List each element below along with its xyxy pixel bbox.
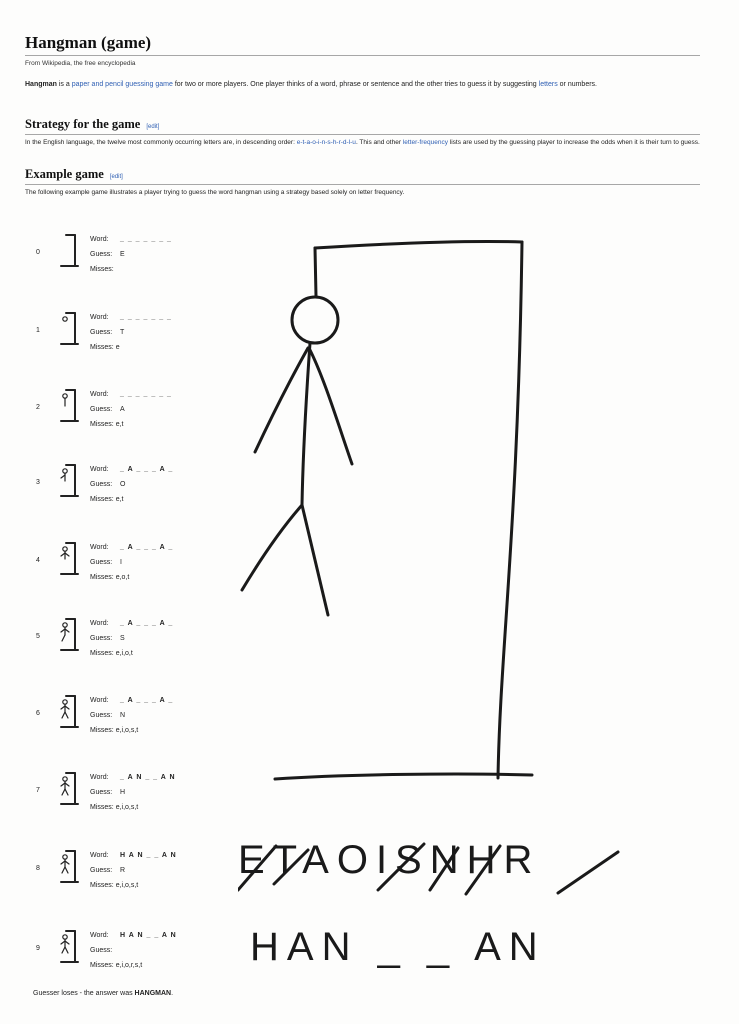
link-paper-pencil-game[interactable]: paper and pencil guessing game bbox=[71, 81, 173, 88]
misses-list: e,o,t bbox=[115, 574, 130, 581]
intro-text: or numbers. bbox=[557, 81, 597, 88]
step-number: 7 bbox=[36, 787, 40, 794]
guess-letter: I bbox=[120, 559, 122, 566]
guess-letter: E bbox=[120, 251, 125, 258]
guess-letter: S bbox=[120, 635, 125, 642]
example-heading: Example game [edit] bbox=[25, 167, 700, 185]
step-details: Word: H A N _ _ A N Guess: Misses: e,i,o,r,s,t bbox=[90, 932, 177, 969]
hangman-thumbnail-icon bbox=[58, 848, 82, 884]
step-7 bbox=[36, 770, 236, 820]
step-details: Word: _ _ _ _ _ _ _ Guess: A Misses: e,t bbox=[90, 391, 172, 428]
hangman-thumbnail-icon bbox=[58, 616, 82, 652]
left-leg bbox=[242, 505, 302, 590]
page-tagline: From Wikipedia, the free encyclopedia bbox=[25, 60, 136, 67]
guess-letter: O bbox=[120, 481, 126, 488]
guess-letter: R bbox=[120, 867, 126, 874]
word-state: _ _ _ _ _ _ _ bbox=[120, 314, 172, 321]
word-state: _ A _ _ _ A _ bbox=[120, 466, 174, 473]
hangman-thumbnail-icon bbox=[58, 540, 82, 576]
link-letter-order[interactable]: e-t-a-o-i-n-s-h-r-d-l-u bbox=[296, 139, 356, 146]
step-5 bbox=[36, 616, 236, 666]
hangman-thumbnail-icon bbox=[58, 462, 82, 498]
word-state: _ A _ _ _ A _ bbox=[120, 620, 174, 627]
right-leg bbox=[302, 505, 328, 615]
body bbox=[302, 343, 310, 505]
word-state: H A N _ _ A N bbox=[120, 852, 177, 859]
strategy-edit-link[interactable]: [edit] bbox=[146, 124, 160, 130]
hangman-thumbnail-icon bbox=[58, 232, 82, 268]
misses-list: e bbox=[115, 344, 120, 351]
step-details: Word: _ A N _ _ A N Guess: H Misses: e,i,o,s,t bbox=[90, 774, 176, 811]
misses-list: e,i,o,s,t bbox=[115, 727, 139, 734]
gallows-beam bbox=[315, 241, 522, 248]
strategy-paragraph: In the English language, the twelve most commonly occurring letters are, in descending order: e-t-a-o-i-n-s-h-r-d-l-u. This and other letter-frequency lists are used by the guessing player to increase the odds when it is their turn to guess. bbox=[25, 139, 700, 146]
step-number: 4 bbox=[36, 557, 40, 564]
misses-list: e,i,o,t bbox=[115, 650, 133, 657]
head bbox=[292, 297, 338, 343]
intro-text: is a bbox=[56, 81, 72, 88]
hangman-thumbnail-icon bbox=[58, 770, 82, 806]
handwritten-word-progress: HAN _ _ AN bbox=[250, 925, 546, 969]
step-0 bbox=[36, 232, 236, 282]
intro-bold: Hangman bbox=[25, 81, 57, 88]
misses-list: e,t bbox=[115, 496, 124, 503]
gallows-post bbox=[498, 242, 522, 778]
hangman-thumbnail-icon bbox=[58, 693, 82, 729]
gallows-base bbox=[275, 774, 532, 779]
misses-list: e,i,o,s,t bbox=[115, 882, 139, 889]
step-details: Word: _ A _ _ _ A _ Guess: S Misses: e,i,o,t bbox=[90, 620, 174, 657]
step-details: Word: _ A _ _ _ A _ Guess: O Misses: e,t bbox=[90, 466, 174, 503]
hangman-thumbnail-icon bbox=[58, 387, 82, 423]
step-number: 6 bbox=[36, 710, 40, 717]
right-arm bbox=[310, 350, 352, 464]
step-1 bbox=[36, 310, 236, 360]
step-details: Word: _ _ _ _ _ _ _ Guess: E Misses: bbox=[90, 236, 172, 273]
step-number: 8 bbox=[36, 865, 40, 872]
step-6 bbox=[36, 693, 236, 743]
step-details: Word: _ A _ _ _ A _ Guess: N Misses: e,i,o,s,t bbox=[90, 697, 174, 734]
answer: HANGMAN bbox=[134, 990, 172, 997]
guess-letter: A bbox=[120, 406, 125, 413]
intro-text: for two or more players. One player thinks of a word, phrase or sentence and the other tries to guess it by suggesting bbox=[172, 81, 539, 88]
step-number: 5 bbox=[36, 633, 40, 640]
hand-drawn-hangman bbox=[230, 230, 540, 790]
step-9 bbox=[36, 928, 236, 978]
misses-list: e,i,o,s,t bbox=[115, 804, 139, 811]
example-edit-link[interactable]: [edit] bbox=[109, 174, 123, 180]
misses-list: e,t bbox=[115, 421, 124, 428]
step-number: 3 bbox=[36, 479, 40, 486]
word-state: _ _ _ _ _ _ _ bbox=[120, 391, 172, 398]
step-number: 0 bbox=[36, 249, 40, 256]
gallows-rope bbox=[315, 248, 316, 296]
final-result: Guesser loses - the answer was HANGMAN. bbox=[33, 990, 174, 997]
step-4 bbox=[36, 540, 236, 590]
intro-paragraph bbox=[25, 80, 705, 90]
guess-letter: H bbox=[120, 789, 126, 796]
step-number: 2 bbox=[36, 404, 40, 411]
word-state: _ A _ _ _ A _ bbox=[120, 697, 174, 704]
word-state: H A N _ _ A N bbox=[120, 932, 177, 939]
strike-through-marks bbox=[238, 838, 708, 898]
page-title: Hangman (game) bbox=[25, 33, 700, 56]
word-state: _ A _ _ _ A _ bbox=[120, 544, 174, 551]
strategy-heading: Strategy for the game [edit] bbox=[25, 117, 700, 135]
handwritten-guessed-letters: ETAOISNHR bbox=[238, 838, 541, 882]
hangman-thumbnail-icon bbox=[58, 928, 82, 964]
word-state: _ A N _ _ A N bbox=[120, 774, 176, 781]
misses-list: e,i,o,r,s,t bbox=[115, 962, 143, 969]
example-paragraph: The following example game illustrates a player trying to guess the word hangman using a strategy based solely on letter frequency. bbox=[25, 189, 405, 196]
step-3 bbox=[36, 462, 236, 512]
step-details: Word: _ _ _ _ _ _ _ Guess: T Misses: e bbox=[90, 314, 172, 351]
step-details: Word: H A N _ _ A N Guess: R Misses: e,i,o,s,t bbox=[90, 852, 177, 889]
hangman-thumbnail-icon bbox=[58, 310, 82, 346]
step-2 bbox=[36, 387, 236, 437]
step-8 bbox=[36, 848, 236, 898]
guess-letter: N bbox=[120, 712, 126, 719]
guess-letter: T bbox=[120, 329, 125, 336]
link-letters[interactable]: letters bbox=[538, 81, 558, 88]
left-arm bbox=[255, 348, 308, 452]
link-letter-frequency[interactable]: letter-frequency bbox=[402, 139, 448, 146]
word-state: _ _ _ _ _ _ _ bbox=[120, 236, 172, 243]
step-number: 1 bbox=[36, 327, 40, 334]
step-number: 9 bbox=[36, 945, 40, 952]
step-details: Word: _ A _ _ _ A _ Guess: I Misses: e,o,t bbox=[90, 544, 174, 581]
